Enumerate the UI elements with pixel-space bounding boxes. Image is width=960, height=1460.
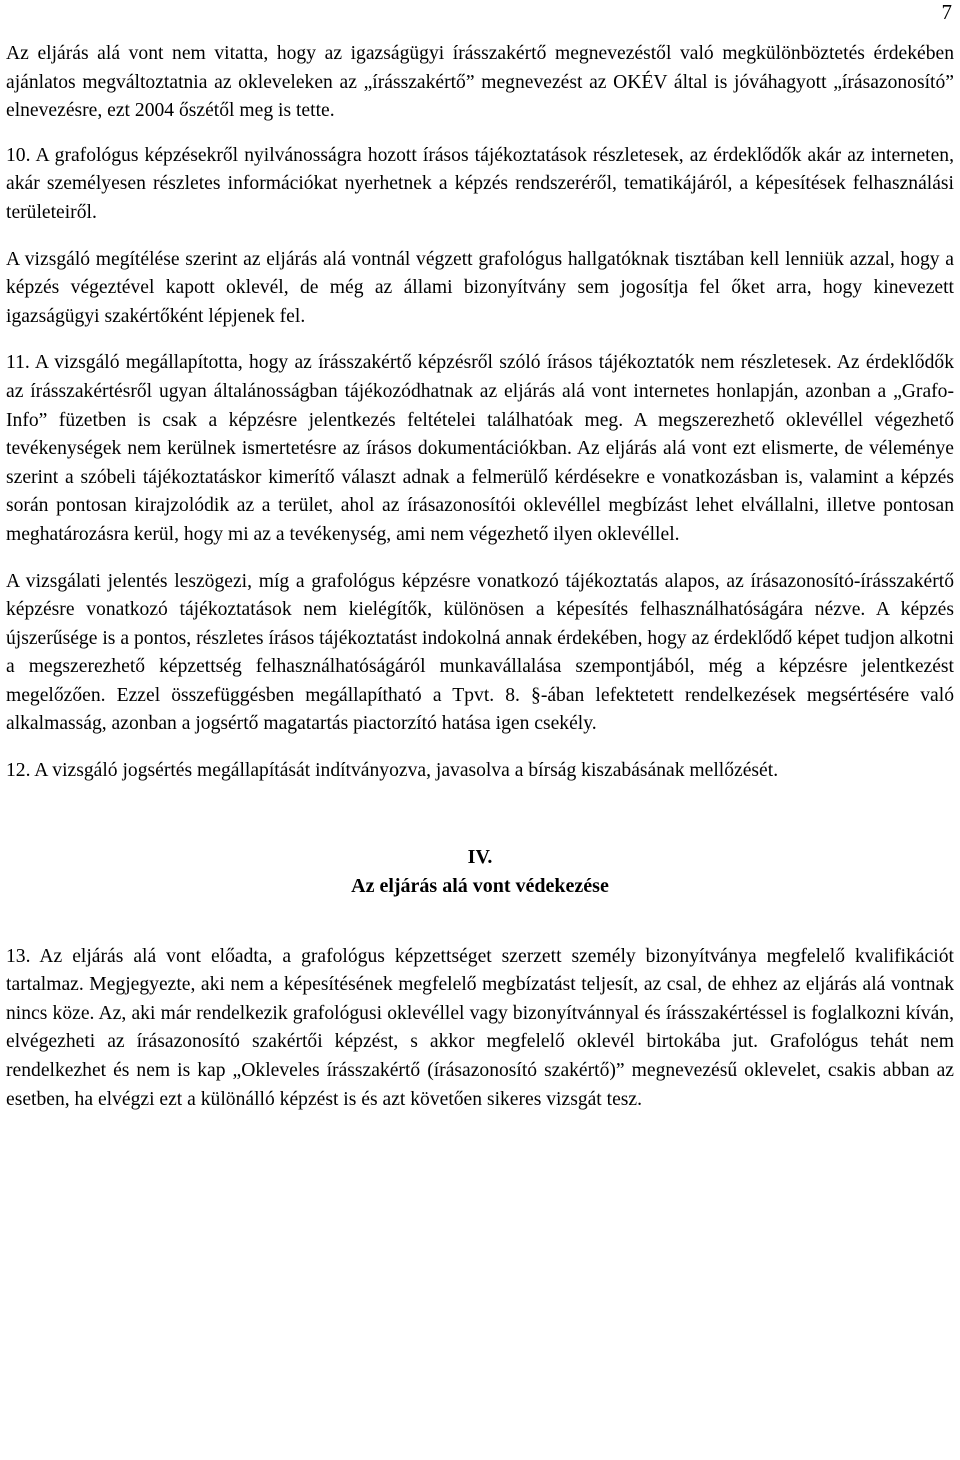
paragraph-13: 13. Az eljárás alá vont előadta, a grafológus képzettséget szerzett személy bizonyítványa megfelelő kvalifikációt tartalmaz. Megjegyezte, aki nem a képesítésének megfelelő megbízatást teljesít, az csal, de ehhez az eljárás alá vontnak nincs köze. Az, aki már rendelkezik grafológusi oklevéllel vagy bizonyítvánnyal és írásszakértéssel is foglalkozni kíván, elvégezheti az írásazonosító szakértői képzést, s akkor megfelelő oklevél birtokába jut. Grafológus tehát nem rendelkezhet és nem is kap „Okleveles írásszakértő (írásazonosító szakértő)” megnevezésű oklevelet, csakis abban az esetben, ha elvégzi ezt a különálló képzést is és azt követően sikeres vizsgát tesz. [6,945,954,1110]
paragraph-nem-vitatta: Az eljárás alá vont nem vitatta, hogy az igazságügyi írásszakértő megnevezéstől való megkülönböztetés érdekében ajánlatos megváltoztatnia az okleveleken az „írásszakértő” megnevezést az OKÉV által is jóváhagyott „írásazonosító” elnevezésre, ezt 2004 őszétől meg is tette. [6,43,954,122]
paragraph-11: 11. A vizsgáló megállapította, hogy az írásszakértő képzésről szóló írásos tájékoztatók nem részletesek. Az érdeklődők az írásszakértésről ugyan általánosságban tájékozódhatnak az eljárás alá vont internetes honlapján, azonban a „Grafo-Info” füzetben is csak a képzésre jelentkezés feltételei találhatóak meg. A megszerezhető oklevéllel végezhető tevékenységek nem kerülnek ismertetésre az írásos dokumentációkban. Az eljárás alá vont ezt elismerte, de véleménye szerint a szóbeli tájékoztatáskor kimerítő választ adnak a felmerülő kérdésekre e vonatkozásban is, valamint a képzés során pontosan kirajzolódik az a terület, ahol az írásazonosítói oklevéllel megbízást lehet elvállalni, illetve pontosan meghatározásra kerül, hogy mi az a tevékenység, ami nem végezhető ilyen oklevéllel. [6,352,954,545]
document-body [6,40,954,1114]
paragraph-12: 12. A vizsgáló jogsértés megállapítását indítványozva, javasolva a bírság kiszabásának mellőzését. [6,760,779,782]
paragraph-vizsgalo-megitelese: A vizsgáló megítélése szerint az eljárás alá vontnál végzett grafológus hallgatóknak tisztában kell lenniük azzal, hogy a képzés végeztével kapott oklevél, de még az állami bizonyítvány sem jogosítja fel őket arra, hogy kinevezett igazságügyi szakértőként lépjenek fel. [6,248,954,327]
paragraph-10: 10. A grafológus képzésekről nyilvánosságra hozott írásos tájékoztatások részletesek, az érdeklődők akár az interneten, akár személyesen részletes információkat nyerhetnek a képzés rendszeréről, tematikájáról, a képesítések felhasználási területeiről. [6,144,954,223]
section-title: Az eljárás alá vont védekezése [351,874,609,897]
paragraph-vizsgalati-jelentes: A vizsgálati jelentés leszögezi, míg a grafológus képzésre vonatkozó tájékoztatás alapos, az írásazonosító-írásszakértő képzésre vonatkozó tájékoztatások nem kielégítők, különösen a képesítés felhasználhatóságára nézve. A képzés újszerűsége is a pontos, részletes írásos tájékoztatást indokolná annak érdekében, hogy az érdeklődő képet tudjon alkotni a megszerezhető képzettség felhasználhatóságáról munkavállalása szempontjából, még a képzésre jelentkezést megelőzően. Ezzel összefüggésben megállapítható a Tpvt. 8. §-ában lefektetett rendelkezések megsértésére való alkalmasság, azonban a jogsértő magatartás piactorzító hatása igen csekély. [6,570,954,735]
section-heading [6,843,954,901]
page-number: 7 [941,0,952,24]
section-roman-numeral: IV. [467,845,493,868]
